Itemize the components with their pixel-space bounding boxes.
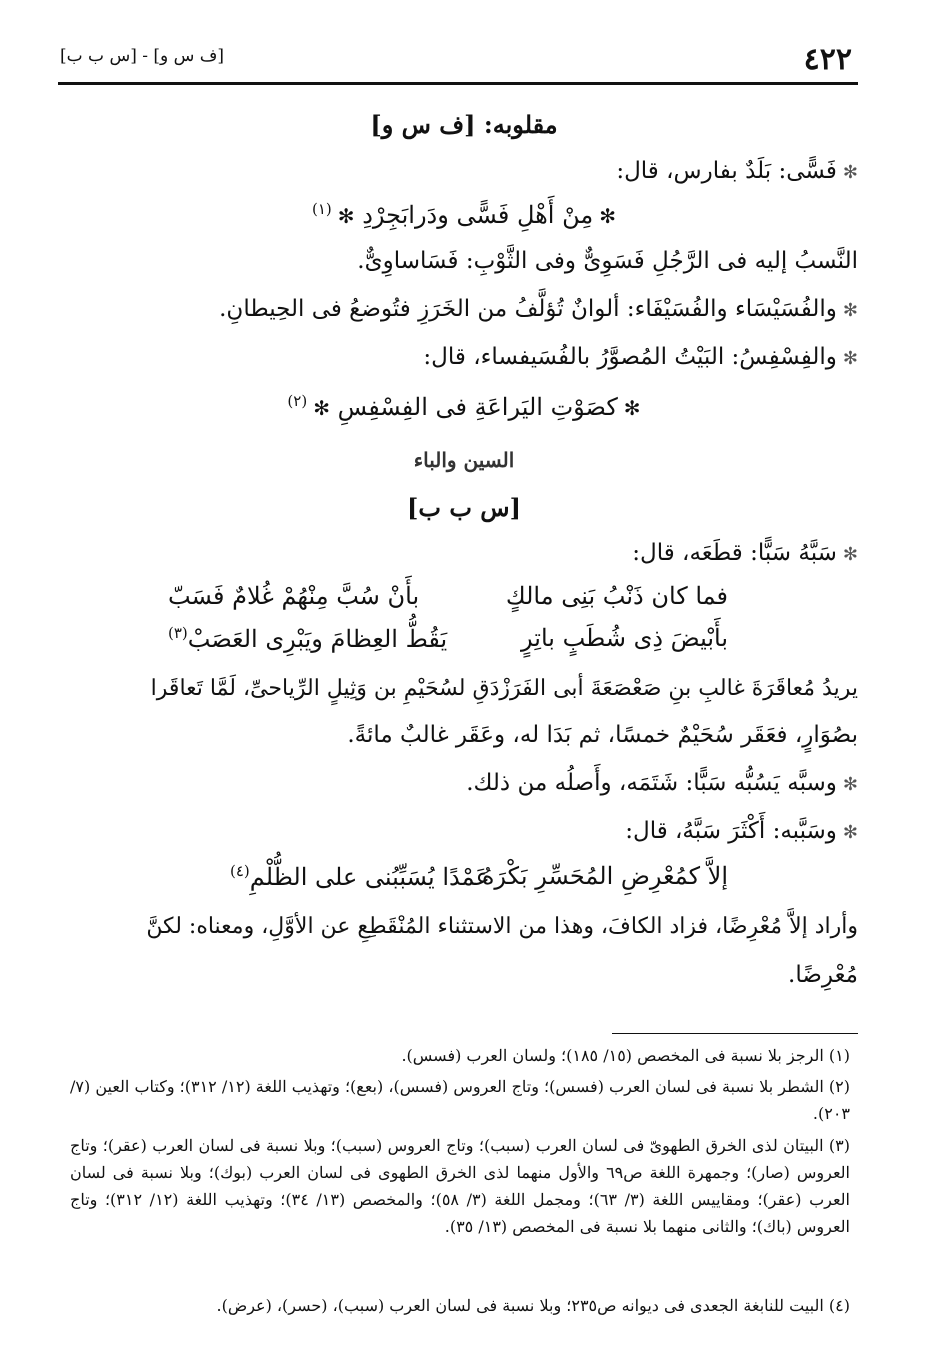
- header-rule: [58, 82, 858, 85]
- poem-hemistich-left: عَمْدًا يُسَبِّبُنى على الظُّلْمِ$^{(٤)}$: [230, 862, 490, 891]
- footnote-4: (٤) البيت للنابغة الجعدى فى ديوانه ص٢٣٥؛ وبلا نسبة فى لسان العرب (سبب)، (حسر)، (عرض).: [216, 1296, 850, 1315]
- footnote-ref: (٣): [168, 624, 188, 642]
- asterisk-icon: ✻: [842, 774, 858, 795]
- explanation-line: بصُوَارٍ، فعَقَر سُحَيْمٌ خمسًا، ثم بَدَا له، وعَقَر غالبٌ مائةً.: [347, 722, 858, 748]
- footnote-rule: [612, 1033, 858, 1034]
- entry-line: ✻سَبَّهُ سَبًّا: قطَعَه، قال:: [632, 540, 858, 566]
- poem-hemistich-right: فما كان ذَنْبُ بَنِى مالكٍ: [505, 582, 728, 610]
- poem-hemistich-right: بأَبْيضَ ذِى شُطَبٍ باتِرٍ: [521, 624, 728, 652]
- entry-line: ✻وسَبَّبه: أَكْثَرَ سَبَّهُ، قال:: [625, 818, 858, 844]
- chapter-heading: السين والباء: [413, 448, 515, 472]
- asterisk-icon: ✻: [842, 300, 858, 321]
- footnote-3: (٣) البيتان لذى الخرق الطهوىّ فى لسان العرب (سبب)؛ وتاج العروس (سبب)؛ وبلا نسبة فى لسان العرب (عقر)؛ وتاج العروس (صار)؛ وجمهرة اللغة ص٦٩ والأول منهما لذى الخرق الطهوى فى لسان العرب (بوك)؛ وبلا نسبة فى لسان العرب (عقر)؛ ومقاييس اللغة (٣/ ٦٣)؛ ومجمل اللغة (٣/ ٥٨)؛ والمخصص (١٣/ ٣٤)؛ وتهذيب اللغة (١٢/ ٣١٢)؛ وتاج العروس (باك)؛ والثانى منهما بلا نسبة فى المخصص (١٣/ ٣٥).: [70, 1136, 850, 1236]
- entry-line: ✻فَسًّى: بَلَدٌ بفارس، قال:: [616, 158, 858, 184]
- verse-line: ✻كصَوْتِ اليَراعَةِ فى الفِسْفِسِ ✻$^{(٢)}$: [287, 392, 641, 421]
- section-heading-sbb: [س ب ب]: [407, 493, 521, 522]
- running-head: [ف س و] - [س ب ب]: [60, 46, 225, 66]
- asterisk-icon: ✻: [842, 544, 858, 565]
- asterisk-icon: ✻: [599, 204, 616, 228]
- poem-hemistich-left: بأَنْ سُبَّ مِنْهُمْ غُلامٌ فَسَبّ: [168, 582, 420, 610]
- asterisk-icon: ✻: [313, 396, 330, 420]
- footnote-2: (٢) الشطر بلا نسبة فى لسان العرب (فسس)؛ وتاج العروس (فسس)، (بعع)؛ وتهذيب اللغة (١٢/ ٣١٢)؛ وكتاب العين (٧/ ٢٠٣).: [70, 1077, 851, 1123]
- footnote-ref: (١): [312, 200, 332, 218]
- verse-line: ✻مِنْ أَهْلِ فَسًّى ودَرابَجِرْدِ ✻$^{(١)}$: [312, 200, 616, 229]
- asterisk-icon: ✻: [623, 396, 641, 420]
- footnote-1: (١) الرجز بلا نسبة فى المخصص (١٥/ ١٨٥)؛ ولسان العرب (فسس).: [401, 1046, 850, 1065]
- closing-line: مُعْرِضًا.: [788, 962, 858, 988]
- footnote-ref: (٤): [230, 862, 250, 880]
- poem-hemistich-left: يَقُطُّ العِظامَ ويَبْرِى العَصَبْ$^{(٣)}$: [168, 624, 448, 653]
- entry-line: ✻والفُسَيْسَاء والفُسَيْفَاء: ألوانٌ تُؤلَّفُ من الخَرَزِ فتُوضعُ فى الحِيطانِ.: [219, 296, 858, 322]
- closing-line: وأراد إلاَّ مُعْرِضًا، فزاد الكافَ، وهذا من الاستثناء المُنْقَطِعِ عن الأوَّلِ، ومعناه: لكنَّ: [146, 914, 858, 939]
- asterisk-icon: ✻: [337, 204, 355, 228]
- entry-line: ✻والفِسْفِسُ: البَيْتُ المُصوَّرُ بالفُسَيفساء، قال:: [423, 344, 858, 370]
- footnote-ref: (٢): [287, 392, 308, 410]
- section-heading-fsw: مقلوبه: [ف س و]: [370, 110, 558, 139]
- asterisk-icon: ✻: [842, 822, 858, 843]
- page-number: ٤٢٢: [803, 42, 852, 77]
- entry-line: النَّسبُ إليه فى الرَّجُلِ فَسَوِىٌّ وفى الثَّوْبِ: فَسَاساوِىٌّ.: [357, 248, 858, 274]
- asterisk-icon: ✻: [842, 348, 858, 369]
- explanation-line: يريدُ مُعاقَرَةَ غالبِ بنِ صَعْصَعَةَ أبى الفَرَزْدَقِ لسُحَيْمِ بن وَثِيلٍ الرِّياحىِّ، لَمَّا تَعاقَرا: [150, 676, 858, 701]
- poem-hemistich-right: إلاَّ كمُعْرِضِ المُحَسِّرِ بَكْرَهُ: [481, 862, 728, 890]
- asterisk-icon: ✻: [842, 162, 858, 183]
- entry-line: ✻وسبَّه يَسُبُّه سَبًّا: شَتَمَه، وأَصلُه من ذلك.: [466, 770, 858, 796]
